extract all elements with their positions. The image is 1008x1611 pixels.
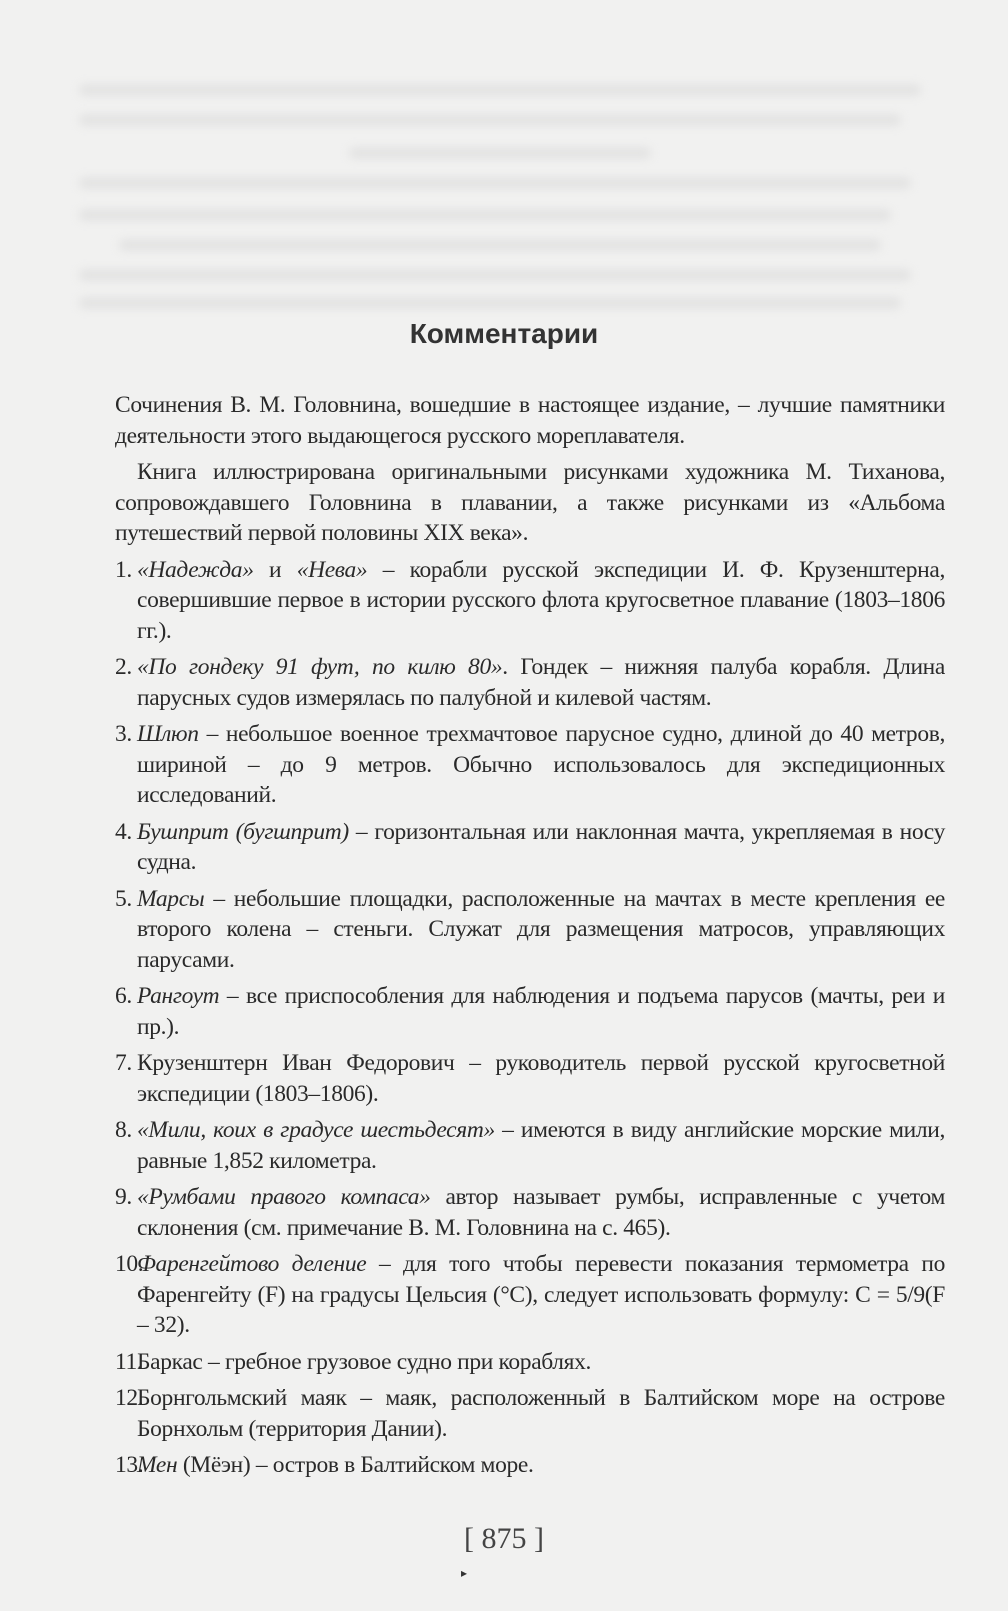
- note-item: [115, 1450, 945, 1481]
- note-number: 5.: [115, 885, 132, 912]
- note-item: [115, 884, 945, 976]
- page-footer: [0, 1521, 1008, 1611]
- note-item: [115, 1383, 945, 1444]
- note-text: [137, 1249, 945, 1341]
- note-number: 7.: [115, 1050, 132, 1076]
- note-text: [137, 884, 945, 976]
- note-segment: Борнгольмский маяк – маяк, расположенный в Балтийском море на острове Борнхольм (территория Дании).: [137, 1385, 945, 1442]
- note-number: 2.: [115, 654, 132, 680]
- note-number: 10.: [115, 1251, 144, 1277]
- note-item: [115, 652, 945, 713]
- note-item: [115, 1182, 945, 1243]
- note-term: «Румбами правого компаса»: [137, 1184, 431, 1210]
- note-term: Марсы: [137, 885, 205, 912]
- note-segment: автор называет румбы, исправленные с учетом склонения (см. примечание В. М. Головнина на с. 465).: [137, 1184, 945, 1241]
- note-number: 12.: [115, 1385, 144, 1411]
- note-item: [115, 1347, 945, 1378]
- note-text: [137, 555, 945, 647]
- note-number: 8.: [115, 1117, 132, 1143]
- note-segment: – небольшие площадки, расположенные на мачтах в месте крепления ее второго колена – стеньги. Служат для размещения матросов, управляющих парусами.: [137, 885, 945, 973]
- intro-paragraph: Книга иллюстрирована оригинальными рисунками художника М. Тиханова, сопровождавшего Головнина в плавании, а также рисунками из «Альбома путешествий первой половины XIX века».: [115, 459, 945, 546]
- note-number: 4.: [115, 818, 132, 845]
- page-number: [ 875 ]: [464, 1521, 544, 1555]
- note-text: [137, 652, 945, 713]
- note-text: [137, 1383, 945, 1444]
- note-text: [137, 817, 945, 878]
- note-number: 9.: [115, 1184, 132, 1210]
- note-item: [115, 555, 945, 647]
- note-term: «Мили, коих в градусе шестьдесят»: [137, 1117, 495, 1143]
- note-term: Мен: [137, 1452, 178, 1478]
- note-segment: – небольшое военное трехмачтовое парусное судно, длиной до 40 метров, шириной – до 9 метров. Обычно использовалось для экспедиционных исследований.: [137, 721, 945, 808]
- note-number: 1.: [115, 556, 132, 583]
- note-term: Рангоут: [137, 983, 220, 1009]
- note-text: [137, 1450, 945, 1481]
- note-text: [137, 1115, 945, 1176]
- note-segment: . Гондек – нижняя палуба корабля. Длина парусных судов измерялась по палубной и килевой частям.: [137, 654, 945, 711]
- note-item: [115, 1048, 945, 1109]
- note-item: [115, 1115, 945, 1176]
- note-segment: Крузенштерн Иван Федорович – руководитель первой русской кругосветной экспедиции (1803–1806).: [137, 1050, 945, 1107]
- note-segment: – горизонтальная или наклонная мачта, укрепляемая в носу судна.: [137, 818, 945, 875]
- note-term: Бушприт (бугшприт): [137, 818, 349, 845]
- note-term: «Нева»: [296, 556, 368, 583]
- note-term: «По гондеку 91 фут, по килю 80»: [137, 654, 503, 680]
- note-segment: (Мёэн) – остров в Балтийском море.: [177, 1452, 534, 1478]
- commentary-body: [115, 0, 945, 1481]
- note-item: [115, 1249, 945, 1341]
- note-segment: – имеются в виду английские морские мили, равные 1,852 километра.: [137, 1117, 946, 1174]
- note-text: [137, 1347, 945, 1378]
- note-segment: – все приспособления для наблюдения и подъема парусов (мачты, реи и пр.).: [137, 983, 945, 1040]
- note-term: Фаренгейтово деление: [137, 1251, 367, 1277]
- note-segment: – корабли русской экспедиции И. Ф. Крузенштерна, совершившие первое в истории русского флота кругосветное плавание (1803–1806 гг.).: [137, 556, 945, 644]
- note-text: [137, 981, 945, 1042]
- note-item: [115, 719, 945, 811]
- note-segment: и: [253, 556, 297, 583]
- note-number: 6.: [115, 983, 132, 1009]
- note-term: Шлюп: [137, 721, 199, 747]
- arrow-mark-icon: ▸: [460, 1565, 468, 1580]
- note-term: «Надежда»: [137, 556, 254, 583]
- note-segment: – для того чтобы перевести показания термометра по Фаренгейту (F) на градусы Цельсия (°C), следует использовать формулу: C = 5/9(F – 32).: [137, 1251, 945, 1338]
- note-text: [137, 1182, 945, 1243]
- note-item: [115, 817, 945, 878]
- page-title: Комментарии: [409, 318, 599, 349]
- notes-list: [115, 555, 945, 1481]
- note-segment: Баркас – гребное грузовое судно при кораблях.: [137, 1348, 592, 1375]
- intro-paragraph: Сочинения В. М. Головнина, вошедшие в настоящее издание, – лучшие памятники деятельности этого выдающегося русского мореплавателя.: [115, 392, 945, 449]
- note-number: 3.: [115, 721, 132, 747]
- note-text: [137, 719, 945, 811]
- note-text: [137, 1048, 945, 1109]
- note-item: [115, 981, 945, 1042]
- note-number: 13.: [115, 1452, 144, 1478]
- note-number: 11.: [115, 1348, 143, 1375]
